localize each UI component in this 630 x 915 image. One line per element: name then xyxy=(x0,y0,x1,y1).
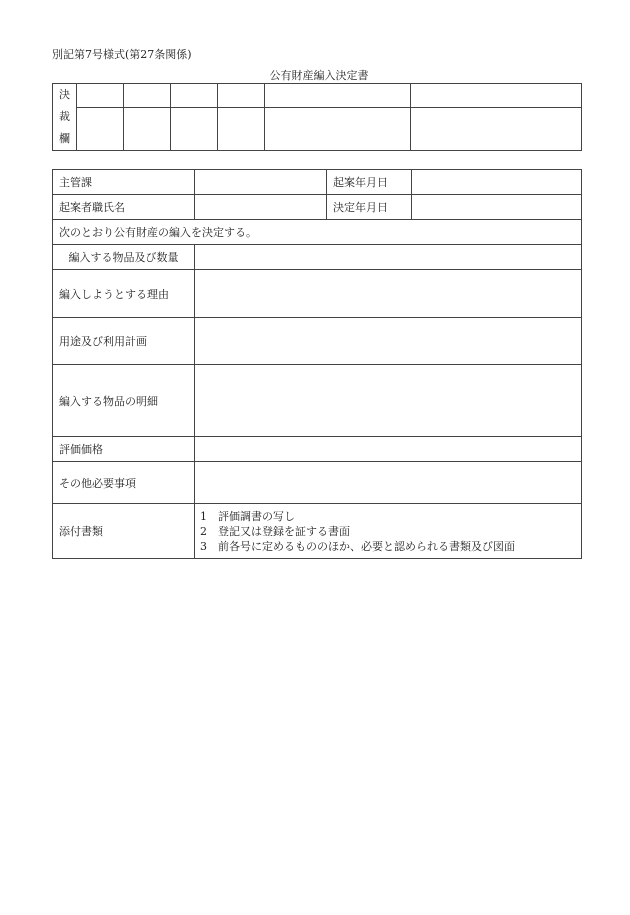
valuation-field[interactable] xyxy=(195,437,582,462)
approval-seal-cell[interactable] xyxy=(218,108,265,151)
approval-seal-cell[interactable] xyxy=(124,108,171,151)
valuation-label: 評価価格 xyxy=(53,437,195,462)
list-item xyxy=(200,509,581,524)
drafter-label: 起案者職氏名 xyxy=(53,195,195,220)
approval-label xyxy=(53,84,77,151)
table-row xyxy=(53,504,582,559)
table-row xyxy=(53,437,582,462)
table-row xyxy=(53,220,582,245)
approval-seal-header[interactable] xyxy=(77,84,124,108)
approval-seal-cell[interactable] xyxy=(265,108,411,151)
reason-label: 編入しようとする理由 xyxy=(53,270,195,318)
form-reference: 別記第7号様式(第27条関係) xyxy=(52,48,192,61)
other-label: その他必要事項 xyxy=(53,462,195,504)
attachments-label: 添付書類 xyxy=(53,504,195,559)
item-details-label: 編入する物品の明細 xyxy=(53,365,195,437)
dept-field[interactable] xyxy=(195,170,327,195)
table-row xyxy=(53,270,582,318)
usage-label: 用途及び利用計画 xyxy=(53,318,195,365)
approval-seal-header[interactable] xyxy=(411,84,582,108)
decision-statement: 次のとおり公有財産の編入を決定する。 xyxy=(53,220,582,245)
approval-seal-cell[interactable] xyxy=(411,108,582,151)
draft-date-field[interactable] xyxy=(412,170,582,195)
list-item-number: 1 xyxy=(200,509,207,523)
table-row xyxy=(53,195,582,220)
item-details-field[interactable] xyxy=(195,365,582,437)
approval-seal-header[interactable] xyxy=(124,84,171,108)
document-title: 公有財産編入決定書 xyxy=(269,69,369,82)
list-item-text: 評価調書の写し xyxy=(218,509,295,523)
decision-form-table xyxy=(52,169,582,559)
reason-field[interactable] xyxy=(195,270,582,318)
list-item-text: 登記又は登録を証する書面 xyxy=(218,524,350,538)
approval-table xyxy=(52,83,582,151)
list-item xyxy=(200,524,581,539)
drafter-field[interactable] xyxy=(195,195,327,220)
attachments-list xyxy=(195,504,582,559)
approval-label-char: 裁 xyxy=(59,110,70,123)
approval-seal-header[interactable] xyxy=(265,84,411,108)
usage-field[interactable] xyxy=(195,318,582,365)
approval-seal-header[interactable] xyxy=(171,84,218,108)
other-field[interactable] xyxy=(195,462,582,504)
approval-seal-cell[interactable] xyxy=(171,108,218,151)
items-qty-label: 編入する物品及び数量 xyxy=(53,245,195,270)
items-qty-field[interactable] xyxy=(195,245,582,270)
list-item-number: 3 xyxy=(200,539,207,553)
decision-date-field[interactable] xyxy=(412,195,582,220)
list-item-number: 2 xyxy=(200,524,207,538)
list-item xyxy=(200,539,581,554)
list-item-text: 前各号に定めるもののほか、必要と認められる書類及び図面 xyxy=(218,539,515,553)
table-row xyxy=(53,318,582,365)
table-row xyxy=(53,170,582,195)
table-row xyxy=(53,245,582,270)
approval-seal-header[interactable] xyxy=(218,84,265,108)
decision-date-label: 決定年月日 xyxy=(327,195,412,220)
approval-label-char: 欄 xyxy=(59,132,70,145)
approval-label-char: 決 xyxy=(59,88,70,101)
table-row xyxy=(53,365,582,437)
draft-date-label: 起案年月日 xyxy=(327,170,412,195)
approval-seal-cell[interactable] xyxy=(77,108,124,151)
dept-label: 主管課 xyxy=(53,170,195,195)
table-row xyxy=(53,462,582,504)
